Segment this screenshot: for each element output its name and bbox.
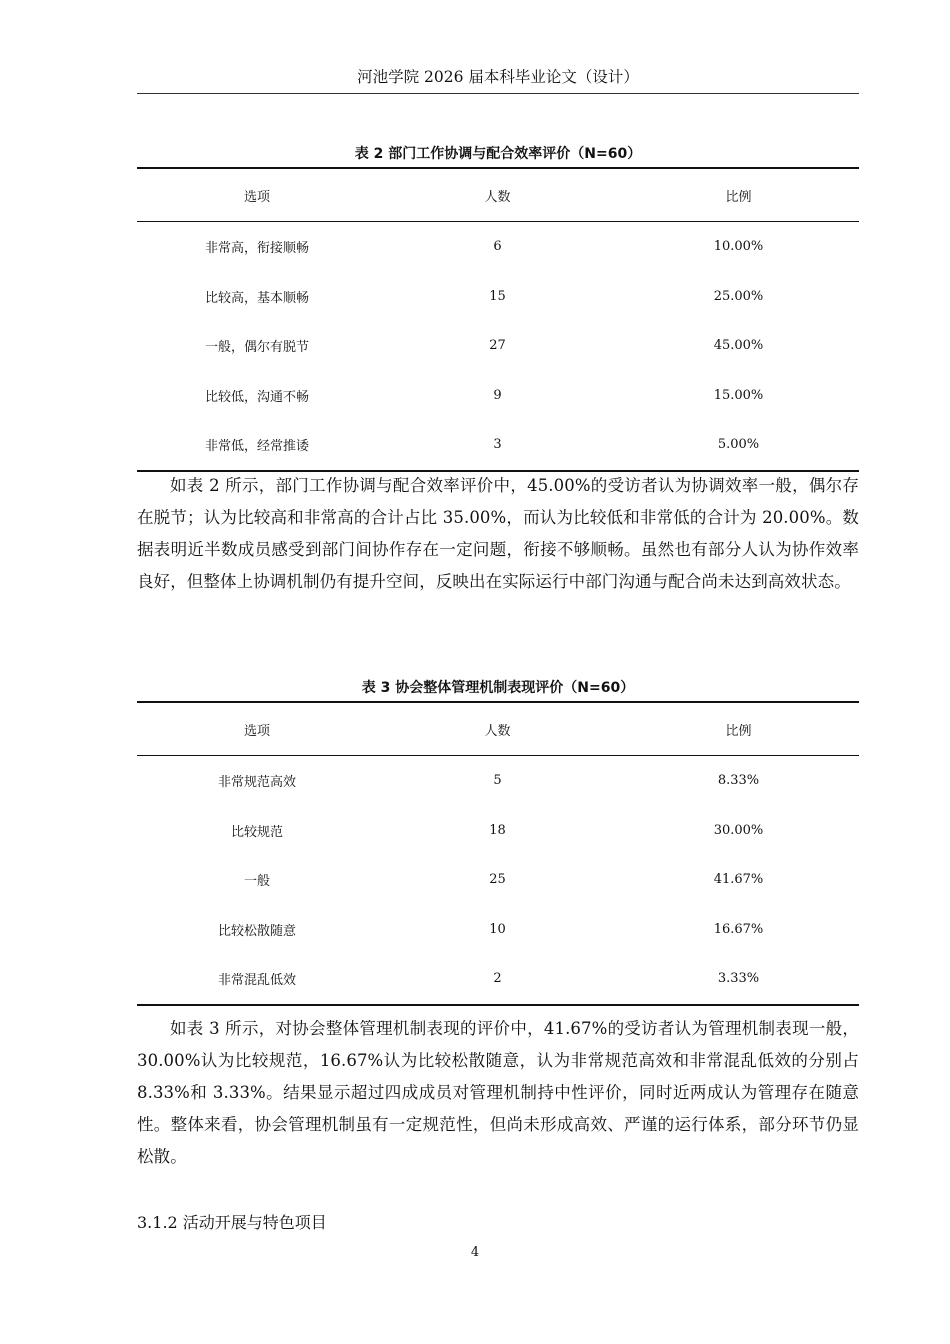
column-header-ratio: 比例 bbox=[618, 168, 859, 222]
cell-option: 比较低，沟通不畅 bbox=[204, 389, 309, 405]
table-row bbox=[137, 222, 859, 272]
cell-ratio: 30.00% bbox=[713, 822, 764, 838]
cell-option: 比较高，基本顺畅 bbox=[204, 290, 309, 306]
column-header-count: 人数 bbox=[377, 168, 618, 222]
table-2-caption: 表 2 部门工作协调与配合效率评价（N=60） bbox=[354, 146, 642, 162]
running-header: 河池学院 2026 届本科毕业论文（设计） bbox=[137, 66, 859, 94]
cell-ratio: 8.33% bbox=[717, 773, 760, 789]
cell-count: 25 bbox=[489, 872, 506, 888]
cell-ratio: 41.67% bbox=[713, 872, 764, 888]
table-row bbox=[137, 855, 859, 905]
cell-option: 非常低，经常推诿 bbox=[137, 420, 377, 471]
cell-ratio: 15.00% bbox=[713, 387, 764, 403]
table-row bbox=[137, 954, 859, 1005]
cell-count: 10 bbox=[489, 921, 506, 937]
table-row bbox=[137, 272, 859, 322]
cell-count: 18 bbox=[489, 822, 506, 838]
cell-option: 比较松散随意 bbox=[217, 923, 296, 939]
column-header-ratio: 比例 bbox=[618, 702, 859, 756]
table-header-row bbox=[137, 702, 859, 756]
cell-option: 非常规范高效 bbox=[217, 775, 296, 791]
cell-option: 非常高，衔接顺畅 bbox=[204, 241, 309, 257]
table-3-caption: 表 3 协会整体管理机制表现评价（N=60） bbox=[361, 680, 635, 696]
cell-count: 15 bbox=[489, 288, 506, 304]
table-3 bbox=[137, 701, 859, 1006]
paragraph-table-3-analysis: 如表 3 所示，对协会整体管理机制表现的评价中，41.67%的受访者认为管理机制表现一般，30.00%认为比较规范，16.67%认为比较松散随意，认为非常规范高效和非常混乱低效的分别占 8.33%和 3.33%。结果显示超过四成成员对管理机制持中性评价，同时近两成认为管理存在随意性。整体来看，协会管理机制虽有一定规范性，但尚未形成高效、严谨的运行体系，部分环节仍显松散。 bbox=[137, 1019, 859, 1166]
table-row bbox=[137, 806, 859, 856]
table-row bbox=[137, 321, 859, 371]
cell-ratio: 16.67% bbox=[713, 921, 764, 937]
paragraph-table-2-analysis: 如表 2 所示，部门工作协调与配合效率评价中，45.00%的受访者认为协调效率一般，偶尔存在脱节；认为比较高和非常高的合计占比 35.00%，而认为比较低和非常低的合计为 20.00%。数据表明近半数成员感受到部门间协作存在一定问题，衔接不够顺畅。虽然也有部分人认为协作效率良好，但整体上协调机制仍有提升空间，反映出在实际运行中部门沟通与配合尚未达到高效状态。 bbox=[137, 476, 859, 591]
cell-count: 2 bbox=[377, 954, 618, 1005]
column-header-option: 选项 bbox=[137, 702, 377, 756]
cell-option: 比较规范 bbox=[230, 824, 283, 840]
column-header-option: 选项 bbox=[137, 168, 377, 222]
cell-option: 非常混乱低效 bbox=[137, 954, 377, 1005]
cell-count: 27 bbox=[489, 338, 506, 354]
cell-ratio: 25.00% bbox=[713, 288, 764, 304]
cell-ratio: 3.33% bbox=[618, 954, 859, 1005]
cell-option: 一般 bbox=[243, 874, 270, 890]
section-heading: 3.1.2 活动开展与特色项目 bbox=[137, 1213, 327, 1232]
cell-ratio: 10.00% bbox=[713, 239, 764, 255]
column-header-count: 人数 bbox=[377, 702, 618, 756]
table-row bbox=[137, 371, 859, 421]
table-row bbox=[137, 905, 859, 955]
cell-ratio: 45.00% bbox=[713, 338, 764, 354]
table-row bbox=[137, 420, 859, 471]
table-header-row bbox=[137, 168, 859, 222]
cell-count: 6 bbox=[493, 239, 502, 255]
table-row bbox=[137, 756, 859, 806]
cell-option: 一般，偶尔有脱节 bbox=[204, 340, 309, 356]
cell-ratio: 5.00% bbox=[618, 420, 859, 471]
cell-count: 9 bbox=[493, 387, 502, 403]
table-2 bbox=[137, 167, 859, 472]
cell-count: 5 bbox=[493, 773, 502, 789]
cell-count: 3 bbox=[377, 420, 618, 471]
page-number: 4 bbox=[470, 1245, 480, 1260]
